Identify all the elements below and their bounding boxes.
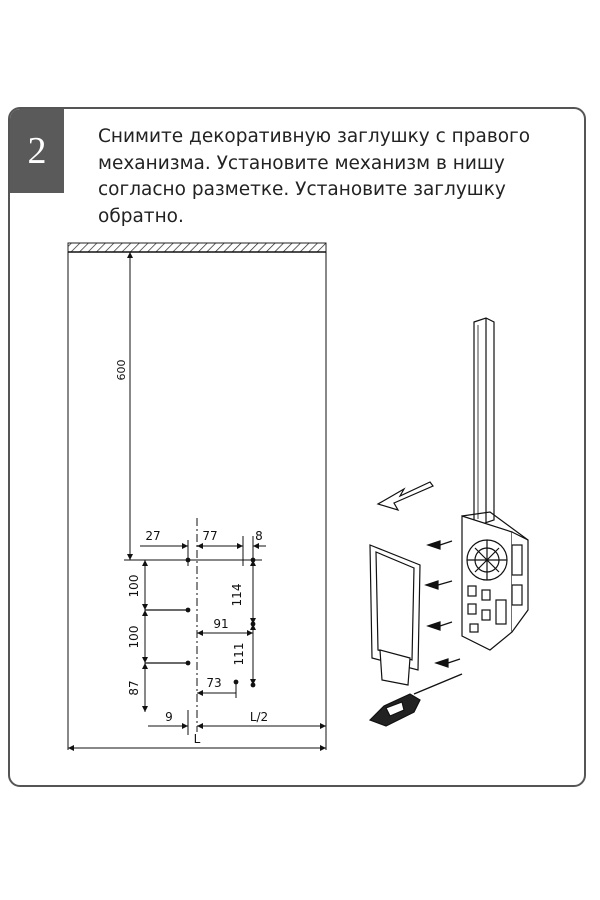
dim-8-label: 8: [255, 529, 263, 543]
dim-111-label: 111: [232, 642, 246, 666]
hole-mark: [186, 661, 191, 666]
dim-27-label: 27: [145, 529, 161, 543]
mechanism-illustration: [370, 318, 528, 726]
dim-87-label: 87: [127, 680, 141, 696]
dim-114-label: 114: [230, 583, 244, 607]
hole-mark: [251, 558, 256, 563]
hole-mark: [186, 558, 191, 563]
vertical-rail: [474, 318, 494, 524]
dim-L2-label: L/2: [249, 710, 269, 724]
step-number: 2: [27, 130, 47, 172]
screw-icons: [426, 541, 460, 667]
marking-drawing: [68, 243, 326, 751]
ceiling-hatch: [68, 243, 326, 252]
dim-600-label: 600: [115, 359, 128, 381]
hole-mark: [251, 683, 256, 688]
dim-77-label: 77: [202, 529, 218, 543]
screwdriver-icon: [370, 674, 462, 726]
dim-L-label: L: [193, 732, 201, 746]
dim-100b-label: 100: [127, 625, 141, 649]
direction-arrow-icon: [378, 482, 433, 510]
decorative-cover: [370, 545, 420, 685]
dim-100a-label: 100: [127, 574, 141, 598]
instruction-text: Снимите декоративную заглушку с правого механизма. Установите механизм в нишу согласно разметке. Установите заглушку обратно.: [98, 126, 531, 227]
hole-mark: [234, 680, 239, 685]
hole-mark: [186, 608, 191, 613]
dim-73-label: 73: [206, 676, 222, 690]
dim-9-label: 9: [165, 710, 173, 724]
dim-91-label: 91: [213, 617, 229, 631]
hole-mark: [251, 622, 256, 627]
